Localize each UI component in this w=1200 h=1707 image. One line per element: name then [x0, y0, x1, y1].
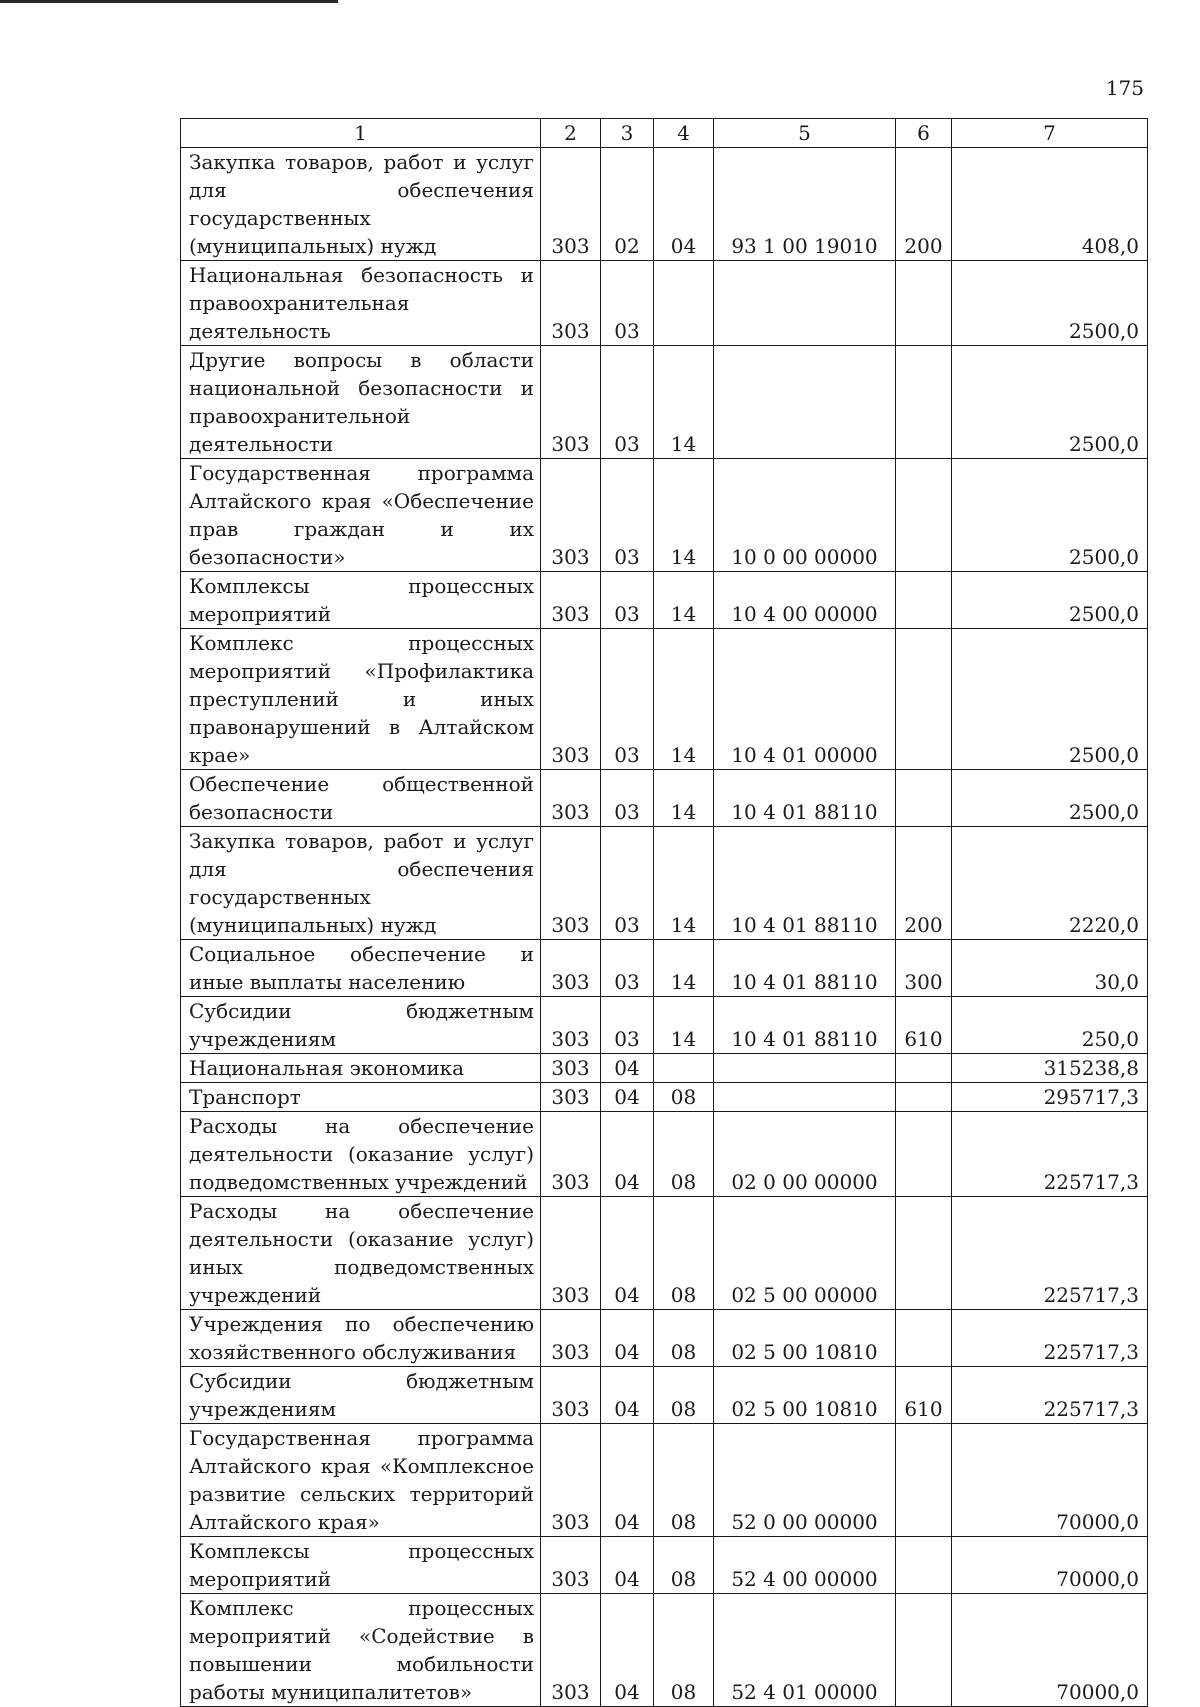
- subsection-code-cell: [654, 261, 714, 346]
- subsection-code-cell: [654, 1054, 714, 1083]
- chapter-code-cell: 02: [601, 148, 654, 261]
- subsection-code-cell: 14: [654, 940, 714, 997]
- row-name-cell: Закупка товаров, работ и услуг для обеспечения государственных (муниципальных) нужд: [181, 827, 541, 940]
- section-code-cell: 303: [541, 1310, 601, 1367]
- subsection-code-cell: 14: [654, 459, 714, 572]
- target-article-cell: 52 0 00 00000: [714, 1424, 896, 1537]
- section-code-cell: 303: [541, 261, 601, 346]
- row-name-cell: Обеспечение общественной безопасности: [181, 770, 541, 827]
- table-row: [181, 572, 1148, 629]
- subsection-code-cell: 08: [654, 1112, 714, 1197]
- target-article-cell: 10 4 01 88110: [714, 770, 896, 827]
- amount-cell: 70000,0: [952, 1537, 1148, 1594]
- target-article-cell: [714, 261, 896, 346]
- subsection-code-cell: 14: [654, 346, 714, 459]
- amount-cell: 250,0: [952, 997, 1148, 1054]
- section-code-cell: 303: [541, 148, 601, 261]
- expense-type-cell: [896, 1537, 952, 1594]
- target-article-cell: [714, 1054, 896, 1083]
- expense-type-cell: 610: [896, 1367, 952, 1424]
- amount-cell: 2500,0: [952, 459, 1148, 572]
- amount-cell: 30,0: [952, 940, 1148, 997]
- row-name-cell: Субсидии бюджетным учреждениям: [181, 1367, 541, 1424]
- row-name-cell: Комплекс процессных мероприятий «Профилактика преступлений и иных правонарушений в Алтайском крае»: [181, 629, 541, 770]
- subsection-code-cell: 08: [654, 1083, 714, 1112]
- section-code-cell: 303: [541, 827, 601, 940]
- amount-cell: 315238,8: [952, 1054, 1148, 1083]
- column-header: 3: [601, 119, 654, 148]
- row-name-cell: Социальное обеспечение и иные выплаты населению: [181, 940, 541, 997]
- expense-type-cell: [896, 629, 952, 770]
- section-code-cell: 303: [541, 1594, 601, 1707]
- chapter-code-cell: 04: [601, 1054, 654, 1083]
- target-article-cell: 52 4 00 00000: [714, 1537, 896, 1594]
- column-header: 7: [952, 119, 1148, 148]
- table-row: [181, 261, 1148, 346]
- target-article-cell: 10 4 01 00000: [714, 629, 896, 770]
- chapter-code-cell: 04: [601, 1537, 654, 1594]
- table-row: [181, 148, 1148, 261]
- expense-type-cell: [896, 1424, 952, 1537]
- table-row: [181, 1197, 1148, 1310]
- amount-cell: 225717,3: [952, 1310, 1148, 1367]
- expense-type-cell: [896, 261, 952, 346]
- table-row: [181, 1083, 1148, 1112]
- amount-cell: 2500,0: [952, 261, 1148, 346]
- section-code-cell: 303: [541, 629, 601, 770]
- chapter-code-cell: 04: [601, 1367, 654, 1424]
- column-header: 5: [714, 119, 896, 148]
- row-name-cell: Закупка товаров, работ и услуг для обеспечения государственных (муниципальных) нужд: [181, 148, 541, 261]
- target-article-cell: 10 4 01 88110: [714, 940, 896, 997]
- chapter-code-cell: 03: [601, 261, 654, 346]
- section-code-cell: 303: [541, 1112, 601, 1197]
- row-name-cell: Комплексы процессных мероприятий: [181, 1537, 541, 1594]
- subsection-code-cell: 08: [654, 1537, 714, 1594]
- amount-cell: 70000,0: [952, 1424, 1148, 1537]
- section-code-cell: 303: [541, 770, 601, 827]
- column-header: 2: [541, 119, 601, 148]
- section-code-cell: 303: [541, 1537, 601, 1594]
- expense-type-cell: [896, 459, 952, 572]
- table-row: [181, 1594, 1148, 1707]
- column-header: 6: [896, 119, 952, 148]
- target-article-cell: 10 4 01 88110: [714, 997, 896, 1054]
- expense-type-cell: [896, 1197, 952, 1310]
- section-code-cell: 303: [541, 572, 601, 629]
- table-row: [181, 459, 1148, 572]
- row-name-cell: Другие вопросы в области национальной безопасности и правоохранительной деятельности: [181, 346, 541, 459]
- target-article-cell: [714, 1083, 896, 1112]
- section-code-cell: 303: [541, 346, 601, 459]
- expense-type-cell: [896, 1112, 952, 1197]
- amount-cell: 2500,0: [952, 770, 1148, 827]
- table-row: [181, 346, 1148, 459]
- subsection-code-cell: 14: [654, 629, 714, 770]
- amount-cell: 2220,0: [952, 827, 1148, 940]
- row-name-cell: Расходы на обеспечение деятельности (оказание услуг) иных подведомственных учреждений: [181, 1197, 541, 1310]
- expense-type-cell: 200: [896, 148, 952, 261]
- chapter-code-cell: 04: [601, 1083, 654, 1112]
- amount-cell: 70000,0: [952, 1594, 1148, 1707]
- expense-type-cell: [896, 1594, 952, 1707]
- expense-type-cell: [896, 770, 952, 827]
- row-name-cell: Расходы на обеспечение деятельности (оказание услуг) подведомственных учреждений: [181, 1112, 541, 1197]
- target-article-cell: 52 4 01 00000: [714, 1594, 896, 1707]
- section-code-cell: 303: [541, 1083, 601, 1112]
- subsection-code-cell: 14: [654, 770, 714, 827]
- row-name-cell: Транспорт: [181, 1083, 541, 1112]
- section-code-cell: 303: [541, 1054, 601, 1083]
- expense-type-cell: [896, 1083, 952, 1112]
- chapter-code-cell: 04: [601, 1310, 654, 1367]
- table-row: [181, 1424, 1148, 1537]
- section-code-cell: 303: [541, 1424, 601, 1537]
- chapter-code-cell: 03: [601, 459, 654, 572]
- scan-edge-bar: [0, 0, 338, 3]
- table-row: [181, 940, 1148, 997]
- row-name-cell: Комплексы процессных мероприятий: [181, 572, 541, 629]
- column-header: 1: [181, 119, 541, 148]
- amount-cell: 295717,3: [952, 1083, 1148, 1112]
- amount-cell: 2500,0: [952, 572, 1148, 629]
- page-number: 175: [1105, 76, 1144, 100]
- target-article-cell: 10 4 01 88110: [714, 827, 896, 940]
- expense-type-cell: 200: [896, 827, 952, 940]
- section-code-cell: 303: [541, 997, 601, 1054]
- row-name-cell: Национальная безопасность и правоохранительная деятельность: [181, 261, 541, 346]
- subsection-code-cell: 08: [654, 1197, 714, 1310]
- section-code-cell: 303: [541, 1367, 601, 1424]
- amount-cell: 2500,0: [952, 629, 1148, 770]
- target-article-cell: [714, 346, 896, 459]
- row-name-cell: Комплекс процессных мероприятий «Содействие в повышении мобильности работы муниципалитетов»: [181, 1594, 541, 1707]
- table-row: [181, 1112, 1148, 1197]
- amount-cell: 2500,0: [952, 346, 1148, 459]
- table-row: [181, 1537, 1148, 1594]
- subsection-code-cell: 14: [654, 827, 714, 940]
- budget-table: [180, 118, 1148, 1707]
- target-article-cell: 02 5 00 10810: [714, 1367, 896, 1424]
- chapter-code-cell: 04: [601, 1197, 654, 1310]
- section-code-cell: 303: [541, 459, 601, 572]
- table-row: [181, 629, 1148, 770]
- subsection-code-cell: 08: [654, 1594, 714, 1707]
- section-code-cell: 303: [541, 1197, 601, 1310]
- subsection-code-cell: 14: [654, 572, 714, 629]
- target-article-cell: 02 0 00 00000: [714, 1112, 896, 1197]
- row-name-cell: Государственная программа Алтайского края «Обеспечение прав граждан и их безопасности»: [181, 459, 541, 572]
- subsection-code-cell: 14: [654, 997, 714, 1054]
- chapter-code-cell: 03: [601, 629, 654, 770]
- expense-type-cell: 610: [896, 997, 952, 1054]
- subsection-code-cell: 08: [654, 1310, 714, 1367]
- column-header: 4: [654, 119, 714, 148]
- chapter-code-cell: 03: [601, 770, 654, 827]
- table-row: [181, 827, 1148, 940]
- chapter-code-cell: 04: [601, 1424, 654, 1537]
- chapter-code-cell: 03: [601, 997, 654, 1054]
- table-row: [181, 1310, 1148, 1367]
- amount-cell: 408,0: [952, 148, 1148, 261]
- chapter-code-cell: 03: [601, 827, 654, 940]
- expense-type-cell: [896, 346, 952, 459]
- amount-cell: 225717,3: [952, 1367, 1148, 1424]
- expense-type-cell: [896, 1310, 952, 1367]
- chapter-code-cell: 04: [601, 1594, 654, 1707]
- target-article-cell: 10 4 00 00000: [714, 572, 896, 629]
- table-row: [181, 1367, 1148, 1424]
- amount-cell: 225717,3: [952, 1112, 1148, 1197]
- header-row: [181, 119, 1148, 148]
- table-row: [181, 770, 1148, 827]
- subsection-code-cell: 08: [654, 1424, 714, 1537]
- row-name-cell: Национальная экономика: [181, 1054, 541, 1083]
- target-article-cell: 02 5 00 00000: [714, 1197, 896, 1310]
- expense-type-cell: [896, 572, 952, 629]
- subsection-code-cell: 08: [654, 1367, 714, 1424]
- target-article-cell: 93 1 00 19010: [714, 148, 896, 261]
- table-row: [181, 997, 1148, 1054]
- row-name-cell: Государственная программа Алтайского края «Комплексное развитие сельских территорий Алтайского края»: [181, 1424, 541, 1537]
- amount-cell: 225717,3: [952, 1197, 1148, 1310]
- subsection-code-cell: 04: [654, 148, 714, 261]
- chapter-code-cell: 03: [601, 940, 654, 997]
- expense-type-cell: 300: [896, 940, 952, 997]
- table-row: [181, 1054, 1148, 1083]
- chapter-code-cell: 04: [601, 1112, 654, 1197]
- row-name-cell: Субсидии бюджетным учреждениям: [181, 997, 541, 1054]
- target-article-cell: 02 5 00 10810: [714, 1310, 896, 1367]
- expense-type-cell: [896, 1054, 952, 1083]
- chapter-code-cell: 03: [601, 572, 654, 629]
- section-code-cell: 303: [541, 940, 601, 997]
- row-name-cell: Учреждения по обеспечению хозяйственного обслуживания: [181, 1310, 541, 1367]
- chapter-code-cell: 03: [601, 346, 654, 459]
- target-article-cell: 10 0 00 00000: [714, 459, 896, 572]
